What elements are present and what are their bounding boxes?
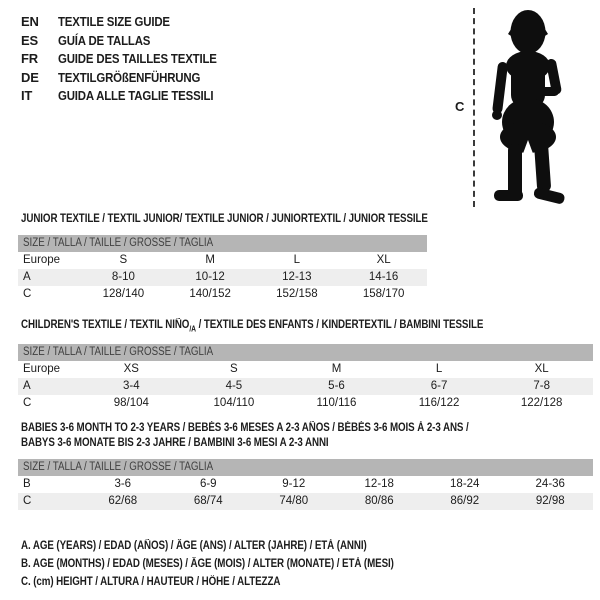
table-row [18,493,593,510]
row-label: Europe [23,254,61,266]
footnotes [21,537,460,591]
lang-row-it [21,87,238,106]
size-header-bar: SIZE / TALLA / TAILLE / GRÖSSE / TAGLIA [18,235,427,252]
row-label: A [23,380,31,393]
lang-code: IT [21,88,33,103]
cell: 5-6 [328,380,345,393]
size-header-bar: SIZE / TALLA / TAILLE / GRÖSSE / TAGLIA [18,344,593,361]
cell: 14-16 [368,271,399,283]
cell: 24-36 [535,478,565,490]
cell: 62/68 [108,495,138,507]
lang-row-en [21,13,238,32]
cell: 80/86 [364,495,394,507]
table-row [18,252,427,269]
height-measure-dashed-line [473,8,475,207]
cell: 6-7 [430,380,448,393]
footnote-a: A. AGE (YEARS) / EDAD (AÑOS) / ÂGE (ANS) / ALTER (JAHRE) / ETÀ (ANNI) [21,540,367,552]
cell: L [435,363,443,376]
cell: 12-18 [364,478,394,490]
cell: 8-10 [111,271,135,283]
cell: M [331,363,342,376]
junior-textile-table [18,212,427,303]
lang-title: GUIDE DES TAILLES TEXTILE [58,51,217,66]
cell: S [230,363,238,376]
cell: 128/140 [102,288,145,300]
children-table-title: CHILDREN'S TEXTILE / TEXTIL $NIÑO_{/A}$ / TEXTILE DES ENFANTS / KINDERTEXTIL / BAMBINI TESSILE [21,319,484,334]
cell: 4-5 [225,380,243,393]
table-row [18,361,593,378]
junior-table-title: JUNIOR TEXTILE / TEXTIL JUNIOR/ TEXTILE JUNIOR / JUNIORTEXTIL / JUNIOR TESSILE [21,213,428,225]
cell: 116/122 [418,397,460,410]
cell: XS [123,363,139,376]
cell: 140/152 [189,288,231,300]
children-textile-table [18,318,593,412]
babies-table-title: BABIES 3-6 MONTH TO 2-3 YEARS / BEBÉS 3-6 MESES A 2-3 AÑOS / BÉBÉS 3-6 MOIS À 2-3 ANS / BABYS 3-6 MONATE BIS 2-3 JAHRE / BAMBINI 3-6 MESI A 2-3 ANNI [21,422,469,449]
table-row [18,476,593,493]
height-c-label: C [455,99,465,114]
cell: XL [376,254,391,266]
table-row [18,269,427,286]
row-label: C [23,495,32,507]
language-header [21,13,238,106]
cell: 92/98 [535,495,565,507]
lang-title: GUÍA DE TALLAS [58,32,151,48]
footnote-b: B. AGE (MONTHS) / EDAD (MESES) / ÂGE (MOIS) / ALTER (MONATE) / ETÀ (MESI) [21,558,394,570]
lang-title: TEXTILE SIZE GUIDE [58,14,170,29]
lang-row-fr [21,50,238,69]
cell: 9-12 [282,478,306,490]
lang-row-de [21,69,238,88]
cell: 98/104 [113,397,149,410]
lang-title: GUIDA ALLE TAGLIE TESSILI [58,88,214,103]
cell: 122/128 [520,397,563,410]
row-label: C [23,288,32,300]
lang-title: TEXTILGRÖßENFÜHRUNG [58,69,201,85]
baby-silhouette-icon [482,6,574,210]
lang-code: DE [21,69,39,85]
lang-row-es [21,32,238,51]
cell: 12-13 [282,271,312,283]
lang-code: ES [21,32,38,48]
row-label: B [23,478,31,490]
cell: 3-6 [114,478,132,490]
cell: L [293,254,301,266]
cell: 3-4 [122,380,140,393]
lang-code: EN [21,14,39,29]
cell: 74/80 [279,495,309,507]
cell: XL [534,363,549,376]
table-row [18,378,593,395]
babies-textile-table [18,421,593,510]
cell: 86/92 [450,495,480,507]
cell: 68/74 [193,495,223,507]
cell: 104/110 [213,397,255,410]
cell: 110/116 [316,397,357,410]
table-row [18,395,593,412]
cell: S [119,254,128,266]
lang-code: FR [21,51,38,66]
cell: 152/158 [276,288,318,300]
cell: 10-12 [195,271,225,283]
cell: M [205,254,215,266]
cell: 7-8 [533,380,550,393]
cell: 18-24 [450,478,480,490]
size-header-bar: SIZE / TALLA / TAILLE / GRÖSSE / TAGLIA [18,459,593,476]
row-label: C [23,397,32,410]
cell: 158/170 [362,288,405,300]
row-label: A [23,271,31,283]
table-row [18,286,427,303]
row-label: Europe [23,363,61,376]
footnote-c: C. (cm) HEIGHT / ALTURA / HAUTEUR / HÖHE / ALTEZZA [21,576,281,588]
cell: 6-9 [199,478,217,490]
